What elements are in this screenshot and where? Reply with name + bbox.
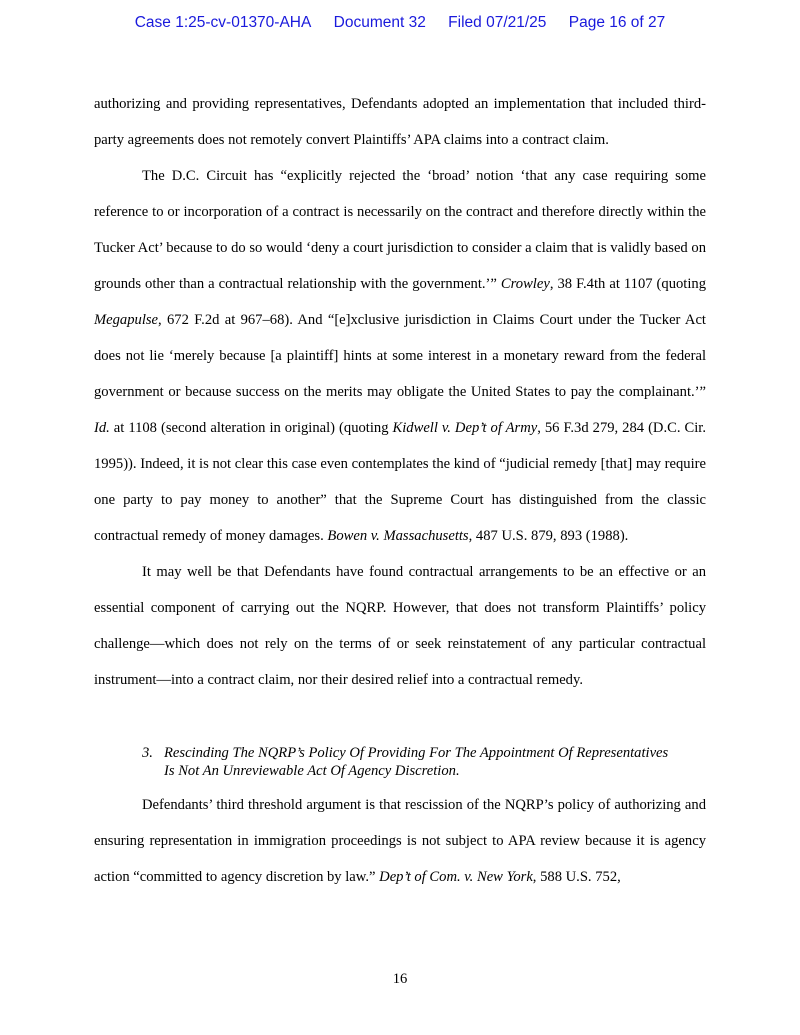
citation-bowen: Bowen v. Massachusetts [327,528,469,544]
citation-id: Id. [94,420,110,436]
page-indicator: Page 16 of 27 [568,14,666,31]
citation-dept-com: Dep’t of Com. v. New York [379,869,533,885]
case-header [0,14,800,32]
heading-line-1: Rescinding The NQRP’s Policy Of Providing For The Appointment Of Representatives [164,745,669,761]
document-body-continued [94,787,706,895]
citation-kidwell: Kidwell v. Dep’t of Army [392,420,538,436]
paragraph-3: It may well be that Defendants have found contractual arrangements to be an effective or an essential component of carrying out the NQRP. However, that does not transform Plaintiffs’ policy challenge—which does not rely on the terms of or seek reinstatement of any particular contractual instrument—into a contract claim, nor their desired relief into a contractual remedy. [94,564,706,688]
case-number: Case 1:25-cv-01370-AHA [134,14,312,31]
citation-megapulse: Megapulse [94,312,159,328]
page-number: 16 [392,971,408,987]
paragraph-4: Defendants’ third threshold argument is that rescission of the NQRP’s policy of authorizing and ensuring representation in immigration proceedings is not subject to APA review because it is agency action “committed to agency discretion by law.” Dep’t of Com. v. New York, 588 U.S. 752, [94,797,706,885]
document-body [94,86,706,698]
paragraph-1: authorizing and providing representatives, Defendants adopted an implementation that included third-party agreements does not remotely convert Plaintiffs’ APA claims into a contract claim. [94,96,706,148]
document-number: Document 32 [333,14,426,31]
paragraph-2: The D.C. Circuit has “explicitly rejected the ‘broad’ notion ‘that any case requiring some reference to or incorporation of a contract is necessarily on the contract and therefore directly within the Tucker Act’ because to do so would ‘deny a court jurisdiction to consider a claim that is validly based on grounds other than a contractual relationship with the government.’” Crowley, 38 F.4th at 1107 (quoting Megapulse, 672 F.2d at 967–68). And “[e]xclusive jurisdiction in Claims Court under the Tucker Act does not lie ‘merely because [a plaintiff] hints at some interest in a monetary reward from the federal government or because success on the merits may obligate the United States to pay the complainant.’” Id. at 1108 (second alteration in original) (quoting Kidwell v. Dep’t of Army, 56 F.3d 279, 284 (D.C. Cir. 1995)). Indeed, it is not clear this case even contemplates the kind of “judicial remedy [that] may require one party to pay money to another” that the Supreme Court has distinguished from the classic contractual remedy of money damages. Bowen v. Massachusetts, 487 U.S. 879, 893 (1988). [94,168,706,544]
citation-crowley: Crowley [500,276,550,292]
heading-number: 3. [142,745,153,761]
filed-date: Filed 07/21/25 [448,14,547,31]
section-heading [142,744,708,780]
heading-line-2: Is Not An Unreviewable Act Of Agency Discretion. [164,763,460,779]
